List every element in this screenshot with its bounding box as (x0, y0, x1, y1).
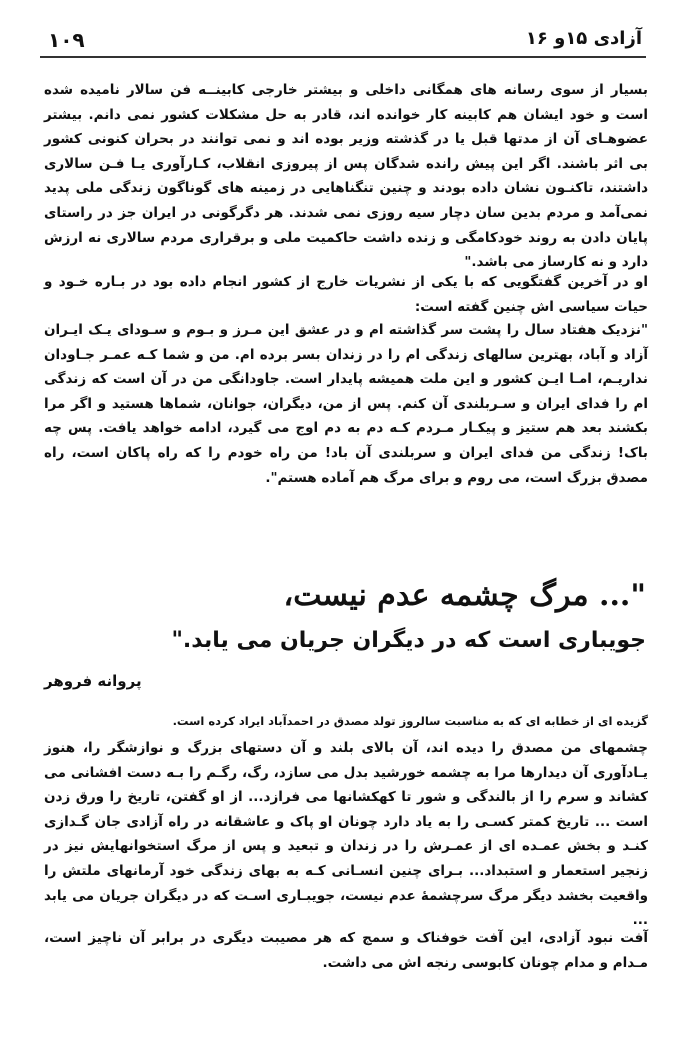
article1-paragraph-1: بسیار از سوی رسانه های همگانی داخلی و بیشتر خارجی کابینــه فن سالار نامیده شده است و خود ایشان هم کابینه کار خوانده اند، قادر به حل مشکلات کشور نمی دانم. بیشتر عضوهـای آن از مدتها قبل یا در گذشته وزیر بوده اند و نمی توانند در بحران کنونی کشور بی اثر باشند. اگر این پیش رانده شدگان پس از پیروزی انقلاب، کـارآوری یـا فـن سالاری داشتند، تاکنـون نشان داده بودند و چنین تنگناهایی در زمینه های گوناگون زندگی ملی پدید نمی‌آمد و مردم بدین سان دچار سیه روزی نمی شدند. هر دگرگونی در ایران جز در راستای پایان دادن به روند خودکامگی و زنده داشت حاکمیت ملی و برقراری مردم سالاری نه ارزش دارد و نه کارساز می باشد." (44, 82, 648, 271)
article2-title-line-2: جویباری است که در دیگران جریان می یابد." (171, 628, 646, 653)
article2-paragraph-2: آفت نبود آزادی، این آفت خوفناک و سمج که هر مصیبت دیگری در برابر آن ناچیز است، مـدام و مدام چونان کابوسی رنجه اش می داشت. (44, 930, 648, 971)
article1-paragraph-2: او در آخرین گفتگویی که با یکی از نشریات خارج از کشور انجام داده بود در بـاره خـود و حیات سیاسی اش چنین گفته است: (44, 274, 648, 315)
article2-intro: گزیده ای از خطابه ای که به مناسبت سالروز تولد مصدق در احمدآباد ایراد کرده است. (172, 714, 648, 728)
article1-paragraph-3: "نزدیک هفتاد سال را پشت سر گذاشته ام و در عشق این مـرز و بـوم و سـودای یـک ایـران آزاد و آباد، بهترین سالهای زندگی ام را در زندان بسر برده ام. من و شما کـه عمـر جـاودان نداریـم، امـا ایـن کشور و این ملت همیشه پایدار است. جاودانگی من در آن است که زندگی ام را فدای ایران و سـربلندی آن کنم. پس از من، دیگران، جوانان، شماها هستید و اگر مرا بکشند بعد هم ستیز و پیکـار مـردم کـه دم به دم اوج می گیرد، ادامه خواهد یافت. پس چه باک! زندگی من فدای ایران و سربلندی آن باد! من راه خودم را که راه پاکان است، راه مصدق بزرگ است، می روم و برای مرگ هم آماده هستم". (44, 322, 648, 486)
header-rule (40, 56, 646, 58)
article2-title-line-1: "... مرگ چشمه عدم نیست، (283, 578, 646, 613)
article2-paragraph-1: چشمهای من مصدق را دیده اند، آن بالای بلند و آن دستهای بزرگ و نوازشگر را، هنوز یـادآوری آن دیدارها مرا به چشمه خورشید بدل می سازد، رگ، رگـم را بـه دست افشانی می کشاند و سرم را از بالندگی و شور تا کهکشانها می فرازد... از او گفتن، تاریخ را ورق زدن است ... تاریخ کمتر کسـی را به یاد دارد چونان او پاک و عاشقانه در راه آزادی جان گـدازی کنـد و بخش عمـده ای از عمـرش را در زندان و تبعید و پس از مرگ استخوانهایش نیز در زنجیر استعمار و استبداد... بـرای چنین انسـانی کـه به بهای زندگی خود آرمانهای ملتش را واقعیت بخشد دیگر مرگ سرچشمهٔ عدم نیست، جویبـاری اسـت که در دیگران جریان می یابد ... (44, 740, 648, 929)
page-number: ١٠٩ (48, 28, 85, 52)
running-title: آزادی ۱۵و ۱۶ (525, 28, 642, 49)
article2-author: پروانه فروهر (44, 672, 142, 690)
